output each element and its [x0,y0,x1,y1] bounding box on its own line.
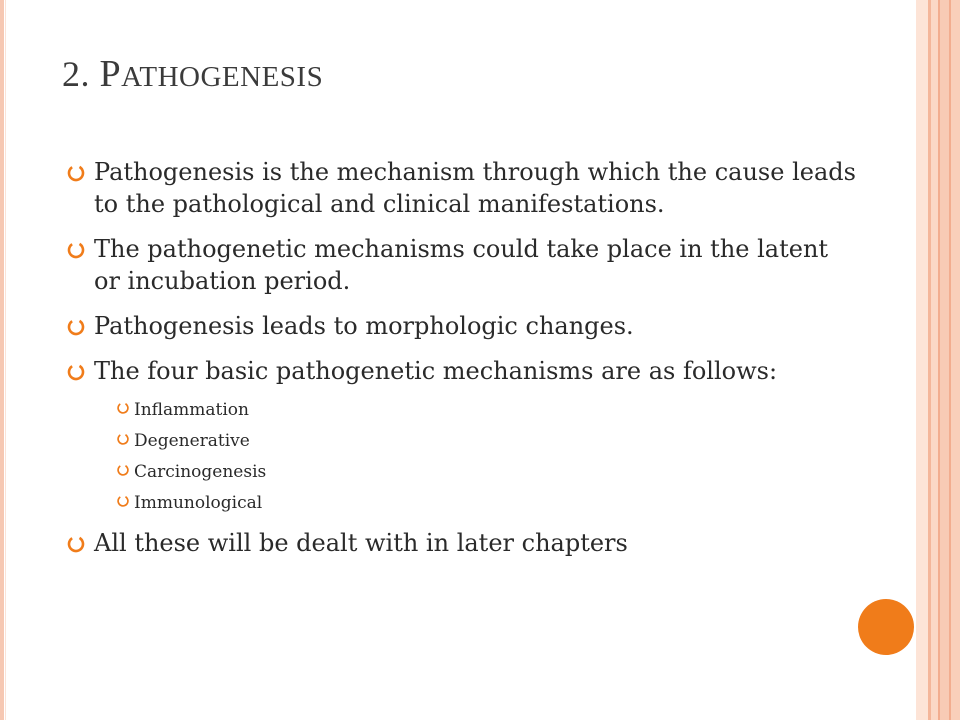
title-first-letter: P [99,53,122,95]
bullet-text: The pathogenetic mechanisms could take place in the latent or incubation period. [94,235,829,295]
band-stripe [931,0,938,720]
bullet-item [66,233,856,297]
orange-circle-decoration [858,599,914,655]
bullet-item [66,310,856,342]
sub-bullet-icon [116,493,130,513]
band-stripe [951,0,960,720]
bullet-icon [66,530,86,562]
bullet-icon [66,313,86,345]
bullet-icon [66,236,86,268]
bullet-text: Pathogenesis leads to morphologic changes. [94,312,634,340]
sub-bullet-icon [116,431,130,451]
band-stripe [940,0,949,720]
bullet-icon [66,358,86,390]
left-frame-line [0,0,4,720]
sub-bullet-list [66,400,856,513]
title-number: 2. [62,54,90,94]
band-stripe [916,0,928,720]
sub-bullet-item [116,493,856,513]
sub-bullet-item [116,400,856,420]
bullet-item [66,355,856,387]
bullet-text: The four basic pathogenetic mechanisms are as follows: [94,357,778,385]
bullet-item [66,156,856,220]
bullet-text: All these will be dealt with in later chapters [94,529,628,557]
bullet-list [66,156,856,572]
bullet-item [66,527,856,559]
title-rest: ATHOGENESIS [121,61,324,93]
sub-bullet-text: Degenerative [134,431,250,451]
bullet-icon [66,159,86,191]
right-decorative-band [916,0,960,720]
sub-bullet-text: Carcinogenesis [134,462,267,482]
sub-bullet-item [116,431,856,451]
bullet-text: Pathogenesis is the mechanism through which the cause leads to the pathological and clinical manifestations. [94,158,856,218]
sub-bullet-icon [116,462,130,482]
sub-bullet-text: Immunological [134,493,263,513]
sub-bullet-icon [116,400,130,420]
left-frame-inner-line [5,0,6,720]
slide-title [62,52,323,96]
sub-bullet-text: Inflammation [134,400,249,420]
sub-bullet-item [116,462,856,482]
